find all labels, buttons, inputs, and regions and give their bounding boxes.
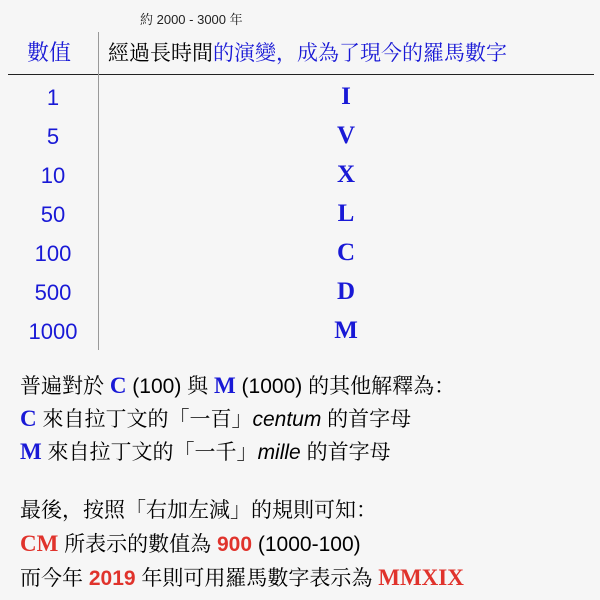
letter-c: C xyxy=(109,373,127,398)
arabic-value: 500 xyxy=(34,280,72,305)
text: 的首字母 xyxy=(300,441,391,464)
rule-intro: 最後，按照「右加左減」的規則可知： xyxy=(20,499,377,522)
arabic-value: 50 xyxy=(40,202,66,227)
arabic-value: 5 xyxy=(46,124,60,149)
cm-example xyxy=(20,528,361,558)
text: 年則可用羅馬數字表示為 xyxy=(135,567,379,590)
era-note: 約 2000 - 3000 年 xyxy=(140,12,243,27)
text: 所表示的數值為 xyxy=(58,533,217,556)
arabic-value: 1000 xyxy=(28,319,78,344)
roman-cm: CM xyxy=(20,531,59,556)
explanation-m xyxy=(20,436,391,466)
roman-numeral: I xyxy=(341,83,351,110)
text: 來自拉丁文的「一百」 xyxy=(36,408,253,431)
header-text-black: 經過長時間 xyxy=(108,42,213,65)
column-header-roman xyxy=(108,37,507,67)
roman-numeral: C xyxy=(336,239,356,266)
year-value: 2019 xyxy=(88,567,136,590)
arabic-value: 100 xyxy=(34,241,72,266)
roman-numeral: L xyxy=(337,200,355,227)
roman-year: MMXIX xyxy=(378,565,464,590)
value-900: 900 xyxy=(217,533,253,556)
latin-word: mille xyxy=(257,441,301,464)
text: 來自拉丁文的「一千」 xyxy=(41,441,258,464)
arabic-value: 10 xyxy=(40,163,66,188)
explanation-c xyxy=(20,403,411,433)
latin-word: centum xyxy=(252,408,322,431)
roman-numeral: V xyxy=(336,122,356,149)
letter-c: C xyxy=(20,406,37,431)
arabic-value: 1 xyxy=(46,85,60,110)
header-divider xyxy=(8,74,594,75)
year-example xyxy=(20,562,464,592)
text: (1000) 的其他解釋為： xyxy=(235,375,456,398)
letter-m: M xyxy=(214,373,236,398)
roman-numeral: M xyxy=(334,317,358,344)
text: 而今年 xyxy=(20,567,89,590)
text: (1000-100) xyxy=(252,533,361,556)
column-header-value: 數值 xyxy=(26,40,71,65)
text: 的首字母 xyxy=(321,408,412,431)
text: 普遍對於 xyxy=(20,375,110,398)
roman-numeral: D xyxy=(336,278,356,305)
explanation-intro xyxy=(20,370,455,400)
roman-numeral: X xyxy=(336,161,356,188)
letter-m: M xyxy=(20,439,42,464)
text: (100) 與 xyxy=(126,375,214,398)
header-text-blue: 的演變，成為了現今的羅馬數字 xyxy=(213,42,507,65)
